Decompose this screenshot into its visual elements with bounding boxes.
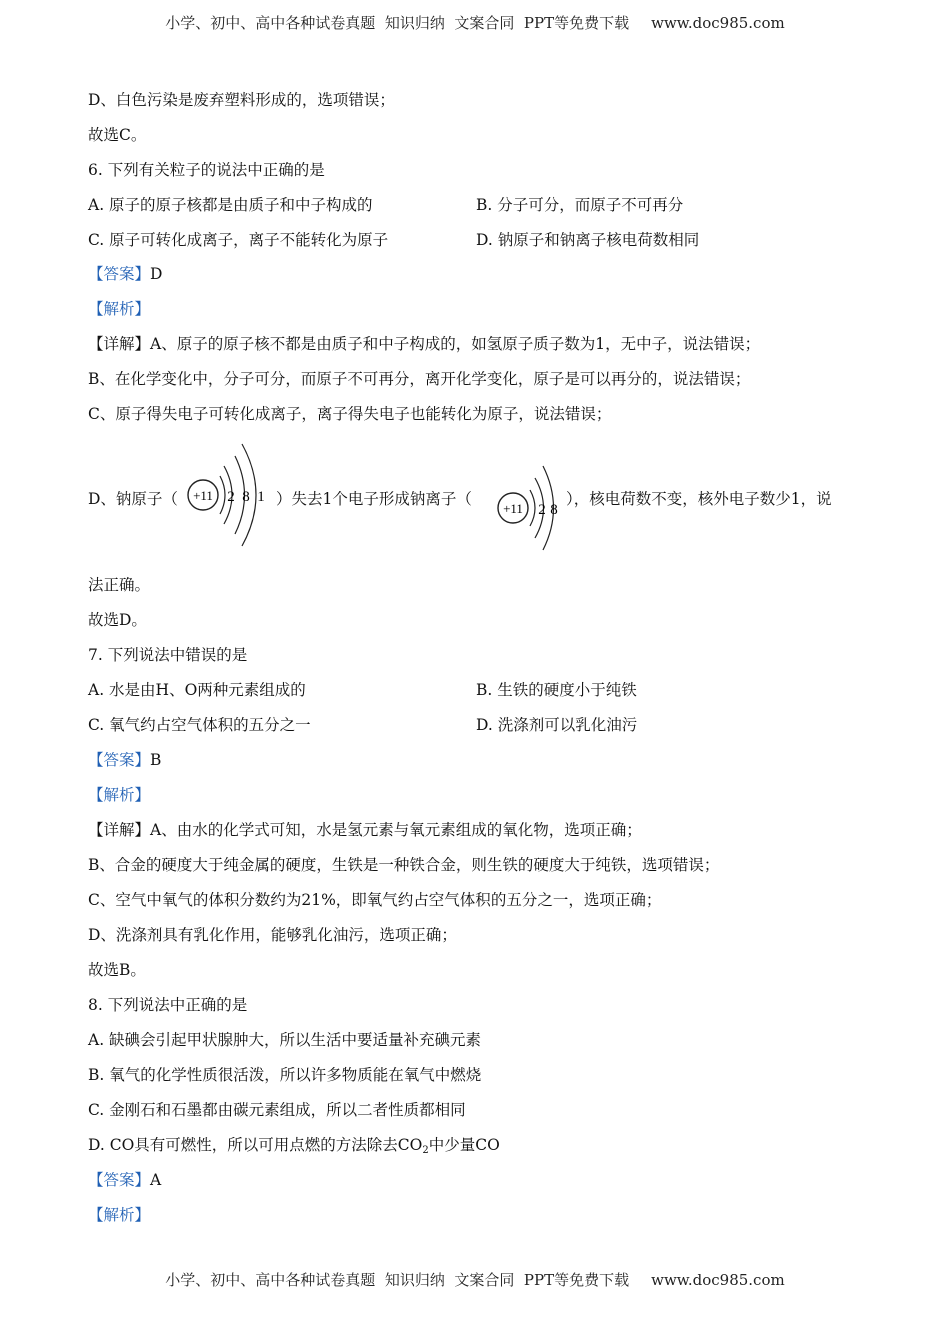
q6-answer (88, 264, 162, 284)
detail-tag: 【详解】 (88, 821, 151, 839)
q6-option-c: C. 原子可转化成离子，离子不能转化为原子 (88, 231, 389, 249)
ion-shell-2: 8 (550, 502, 558, 518)
q6-detail-d-part4: 法正确。 (88, 576, 151, 594)
q6-option-b: B. 分子可分，而原子不可再分 (476, 196, 684, 214)
atom-shell-3: 1 (257, 489, 265, 505)
q7-stem: 7. 下列说法中错误的是 (88, 646, 248, 664)
q8-option-b: B. 氧气的化学性质很活泼，所以许多物质能在氧气中燃烧 (88, 1066, 482, 1084)
answer-value: D (150, 265, 163, 283)
q7-detail-c: C、空气中氧气的体积分数约为21%，即氧气约占空气体积的五分之一，选项正确； (88, 891, 662, 909)
q8-stem: 8. 下列说法中正确的是 (88, 996, 248, 1014)
q8-option-a: A. 缺碘会引起甲状腺肿大，所以生活中要适量补充碘元素 (88, 1031, 482, 1049)
ion-nucleus-label: +11 (503, 501, 523, 516)
footer-site[interactable]: www.doc985.com (651, 1271, 785, 1289)
answer-value: B (150, 751, 162, 769)
q7-conclusion: 故选B。 (88, 961, 146, 979)
q6-detail-c: C、原子得失电子可转化成离子，离子得失电子也能转化为原子，说法错误； (88, 405, 612, 423)
q6-conclusion: 故选D。 (88, 611, 147, 629)
q8-option-c: C. 金刚石和石墨都由碳元素组成，所以二者性质都相同 (88, 1101, 466, 1119)
footer-title: 小学、初中、高中各种试卷真题 知识归纳 文案合同 PPT等免费下载 (165, 1271, 630, 1289)
header-title: 小学、初中、高中各种试卷真题 知识归纳 文案合同 PPT等免费下载 (165, 14, 630, 32)
q6-option-a: A. 原子的原子核都是由质子和中子构成的 (88, 196, 373, 214)
prev-conclusion: 故选C。 (88, 126, 147, 144)
q7-option-a: A. 水是由H、O两种元素组成的 (88, 681, 306, 699)
q6-detail-d-part2: ）失去1个电子形成钠离子（ (276, 490, 472, 508)
q6-detail-b: B、在化学变化中，分子可分，而原子不可再分，离开化学变化，原子是可以再分的，说法错误； (88, 370, 751, 388)
q7-detail-b: B、合金的硬度大于纯金属的硬度，生铁是一种铁合金，则生铁的硬度大于纯铁，选项错误； (88, 856, 720, 874)
sodium-atom-diagram (180, 440, 276, 552)
q7-option-d: D. 洗涤剂可以乳化油污 (476, 716, 638, 734)
q6-detail-d-part3: ），核电荷数不变，核外电子数少1，说 (566, 490, 832, 508)
q7-detail-a: 【详解】A、由水的化学式可知，水是氢元素与氧元素组成的氧化物，选项正确； (88, 821, 642, 839)
q8-answer (88, 1170, 161, 1190)
q7-option-c: C. 氧气约占空气体积的五分之一 (88, 716, 311, 734)
ion-shell-1: 2 (538, 502, 546, 518)
q7-analysis-tag: 【解析】 (88, 786, 151, 804)
co2-subscript: 2 (422, 1145, 429, 1156)
atom-nucleus-label: +11 (193, 488, 213, 503)
page-header (0, 12, 950, 33)
q8-analysis-tag: 【解析】 (88, 1206, 151, 1224)
answer-tag: 【答案】 (88, 751, 151, 769)
answer-tag: 【答案】 (88, 1171, 151, 1189)
q7-answer (88, 750, 161, 770)
q6-option-d: D. 钠原子和钠离子核电荷数相同 (476, 231, 700, 249)
q6-analysis-tag: 【解析】 (88, 300, 151, 318)
header-site[interactable]: www.doc985.com (651, 14, 785, 32)
q8-option-d: D. CO具有可燃性，所以可用点燃的方法除去$CO_2$中少量CO (88, 1136, 500, 1156)
q7-option-b: B. 生铁的硬度小于纯铁 (476, 681, 637, 699)
atom-shell-2: 8 (242, 489, 250, 505)
detail-tag: 【详解】 (88, 335, 151, 353)
q6-detail-a: 【详解】A、原子的原子核不都是由质子和中子构成的，如氢原子质子数为1，无中子，说法错误； (88, 335, 761, 353)
q6-detail-d-part1: D、钠原子（ (88, 490, 178, 508)
prev-detail-d: D、白色污染是废弃塑料形成的，选项错误； (88, 91, 395, 109)
sodium-ion-diagram (492, 462, 564, 554)
answer-tag: 【答案】 (88, 265, 151, 283)
atom-shell-1: 2 (227, 489, 235, 505)
page-footer (0, 1269, 950, 1290)
answer-value: A (150, 1171, 162, 1189)
q7-detail-d: D、洗涤剂具有乳化作用，能够乳化油污，选项正确； (88, 926, 457, 944)
q6-stem: 6. 下列有关粒子的说法中正确的是 (88, 161, 325, 179)
